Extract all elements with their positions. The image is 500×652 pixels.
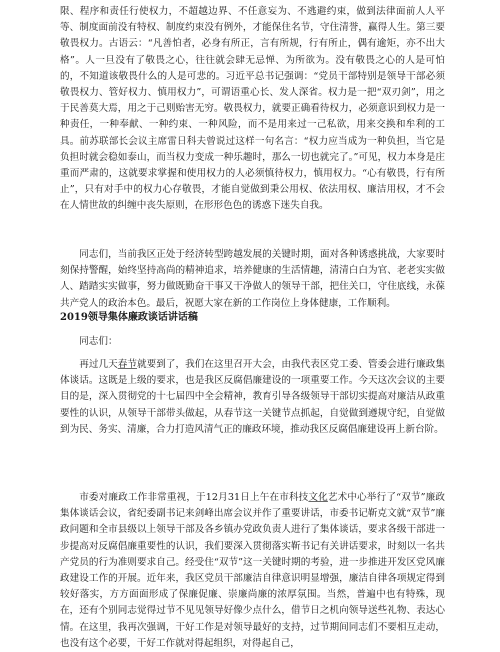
body-paragraph-4 (60, 490, 445, 652)
section-title: 2019领导集体廉政谈话讲话稿 (60, 312, 198, 323)
spring-festival-link[interactable]: 春节 (117, 359, 137, 370)
body-paragraph-1: 限、程序和责任行使权力，不超越边界、不任意妄为、不逃避约束，做到法律面前人人平等、制度面前没有特权、制度约束没有例外，才能保住名节，守住清誉，赢得人生。第三要敬畏权力。古语云：“凡善怕者，必身有所正，言有所规，行有所止，偶有逾矩，亦不出大格”。人一旦没有了敬畏之心，往往就会肆无忌惮、为所欲为。没有敬畏之心的人是可怕的，不知道该敬畏什么的人是可悲的。习近平总书记强调：“党员干部特别是领导干部必须敬畏权力、管好权力、慎用权力”，可谓语重心长、发人深省。权力是一把“双刃剑”，用之于民善莫大焉，用之于己则贻害无穷。敬畏权力，就要正确看待权力，必须意识到权力是一种责任，一种奉献、一种约束、一种风险，而不是用来过一己私欲，用来交换和牟利的工具。前苏联部长会议主席雷日科夫曾说过这样一句名言：“权力应当成为一种负担，当它是负担时就会稳如泰山，而当权力变成一种乐趣时，那么一切也就完了。”可见，权力本身是庄重而严肃的，这就要求掌握和使用权力的人必须慎待权力，慎用权力。“心有敬畏，行有所止”，只有对手中的权力心存敬畏，才能自觉做到秉公用权、依法用权、廉洁用权，才不会在人情世故的纠缠中丧失原则，在形形色色的诱惑下迷失自我。 (60, 6, 445, 212)
p4-text-b: 艺术中心举行了“双节”廉政集体谈话会议，省纪委副书记来剑峰出席会议并作了重要讲话，市委书记靳克文就“双节”廉政问题和全市县级以上领导干部及各乡镇办党政负责人进行了集体谈话，要求各级干部进一步提高对反腐倡廉重要性的认识，我们要深入贯彻落实靳书记有关讲话要求，时刻以一名共产党员的行为准则要求自己。经受住“双节”这一关键时期的考验，进一步推进开发区党风廉政建设工作的开展。近年来，我区党员干部廉洁自律意识明显增强，廉洁自律各项规定得到较好落实，方方面面形成了保廉促廉、崇廉尚廉的浓厚氛围。当然，普遍中也有特殊，现在，还有个别同志觉得过节不见见领导好像少点什么，借节日之机向领导送些礼物、表达心情。在这里，我再次强调，干好工作是对领导最好的支持，过节期间同志们不要相互走动，也没有这个必要，干好工作就对得起组织，对得起自己， (60, 492, 445, 649)
culture-link[interactable]: 文化 (308, 492, 328, 503)
body-paragraph-2: 同志们，当前我区正处于经济转型跨越发展的关键时期，面对各种诱惑挑战，大家要时刻保持警醒，始终坚持高尚的精神追求，培养健康的生活情趣，清清白白为官、老老实实做人、踏踏实实做事，努力做既勤奋干事又干净做人的领导干部，把住关口，守住底线，永葆共产党人的政治本色。最后，祝愿大家在新的工作岗位上身体健康，工作顺利。 (60, 249, 445, 309)
p4-text-a: 市委对廉政工作非常重视，于12月31日上午在市科技 (79, 492, 309, 503)
body-paragraph-3 (60, 357, 445, 438)
p3-text-b: 就要到了，我们在这里召开大会，由我代表区党工委、管委会进行廉政集体谈话。这既是上级的要求，也是我区反腐倡廉建设的一项重要工作。今天这次会议的主要目的是，深入贯彻党的十七届四中全会精神，教育引导各级领导干部切实提高对廉洁从政重要性的认识，从领导干部带头做起，从春节这一关键节点抓起，自觉做到遵规守纪，自觉做到为民、务实、清廉，合力打造风清气正的廉政环境，推动我区反腐倡廉建设再上新台阶。 (60, 359, 446, 435)
p3-text-a: 再过几天 (79, 359, 118, 370)
greeting: 同志们： (79, 336, 118, 347)
